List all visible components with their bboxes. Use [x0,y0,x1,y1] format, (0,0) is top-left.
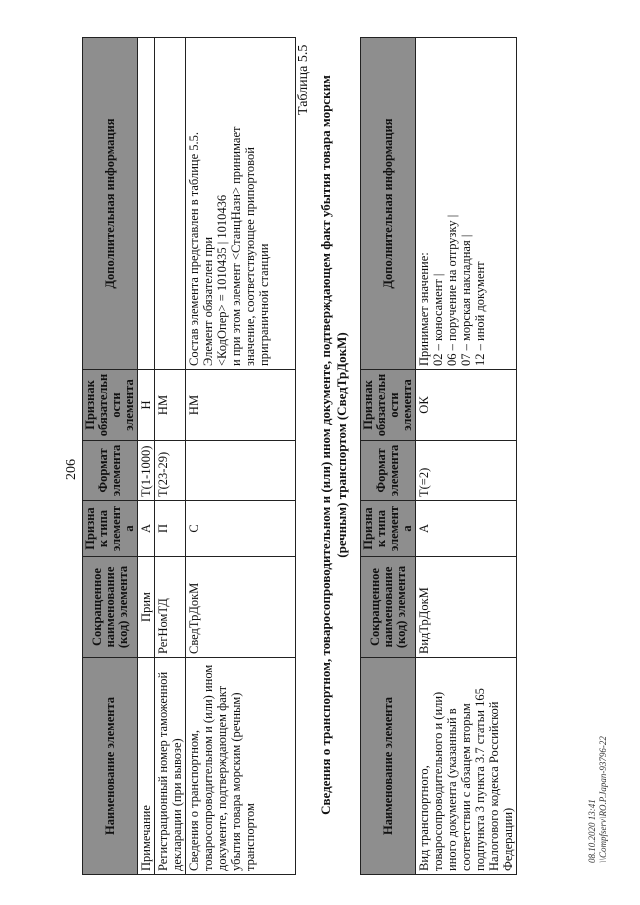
cell-type: С [186,501,296,557]
cell-type: П [155,501,186,557]
cell-info [138,38,155,370]
info-line: 06 – поручение на отгрузку | [445,214,459,366]
header-element-format: Формат элемента [83,441,138,501]
cell-code: РегНомТД [155,557,186,658]
table-row [186,38,296,875]
table-header-row [83,38,138,875]
header-element-name: Наименование элемента [361,658,416,875]
cell-code: Прим [138,557,155,658]
cell-obligation: НМ [186,370,296,441]
header-element-code: Сокращенное наименование (код) элемента [83,557,138,658]
footer-stamp [587,736,609,863]
cell-info [186,38,296,370]
info-line: 02 – коносамент | [431,273,445,366]
cell-format: T(=2) [416,441,517,501]
header-element-obligation: Признак обязательности элемента [83,370,138,441]
table-5-5 [360,37,517,875]
cell-code: СведТрДокМ [186,557,296,658]
cell-info [155,38,186,370]
cell-code: ВидТрДокМ [416,557,517,658]
info-line: приграничной станции [257,243,271,366]
page-number: 206 [64,459,79,480]
footer-date: 08.10.2020 13:41 [587,799,597,863]
cell-format: T(1-1000) [138,441,155,501]
table-label: Таблица 5.5 [296,44,311,115]
cell-name: Сведения о транспортном, товаросопроводительном и (или) ином документе, подтверждающем факт убытия товара морским (речным) транспортом [186,658,296,875]
cell-info [416,38,517,370]
info-line: Принимает значение: [417,252,431,366]
cell-format: T(23-29) [155,441,186,501]
section-title: Сведения о транспортном, товаросопроводительном и (или) ином документе, подтверждающем факт убытия товара морским (речным) транспортом (СведТрДокМ) [318,75,349,815]
table-header-row [361,38,416,875]
table-row [416,38,517,875]
table-row [155,38,186,875]
header-element-obligation: Признак обязательности элемента [361,370,416,441]
cell-type: А [138,501,155,557]
footer-path: \\Compfserv\RO.P.Japan-93796-22 [598,736,608,863]
elements-table-continued [82,37,296,875]
info-line: значение, соответствующее припортовой [243,147,257,366]
header-element-type: Признак типа элемента [361,501,416,557]
info-line: 07 – морская накладная | [459,234,473,366]
header-element-type: Признак типа элемента [83,501,138,557]
cell-name: Примечание [138,658,155,875]
info-line: Элемент обязателен при [201,236,215,366]
info-line: Состав элемента представлен в таблице 5.5. [187,131,201,366]
info-line: <КодОпер> = 1010435 | 1010436 [215,194,229,366]
cell-name: Вид транспортного, товаросопроводительного и (или) иного документа (указанный в соответствии с абзацем вторым подпункта 3 пункта 3.7 статьи 165 Налогового кодекса Российской Федерации) [416,658,517,875]
table-row [138,38,155,875]
header-additional-info: Дополнительная информация [361,38,416,370]
header-element-code: Сокращенное наименование (код) элемента [361,557,416,658]
info-line: 12 – иной документ [473,261,487,366]
cell-name: Регистрационный номер таможенной декларации (при вывозе) [155,658,186,875]
cell-obligation: ОК [416,370,517,441]
header-additional-info: Дополнительная информация [83,38,138,370]
info-line: и при этом элемент <СтанцНазн> принимает [229,126,243,366]
cell-type: А [416,501,517,557]
header-element-name: Наименование элемента [83,658,138,875]
cell-obligation: Н [138,370,155,441]
cell-obligation: НМ [155,370,186,441]
cell-format [186,441,296,501]
header-element-format: Формат элемента [361,441,416,501]
